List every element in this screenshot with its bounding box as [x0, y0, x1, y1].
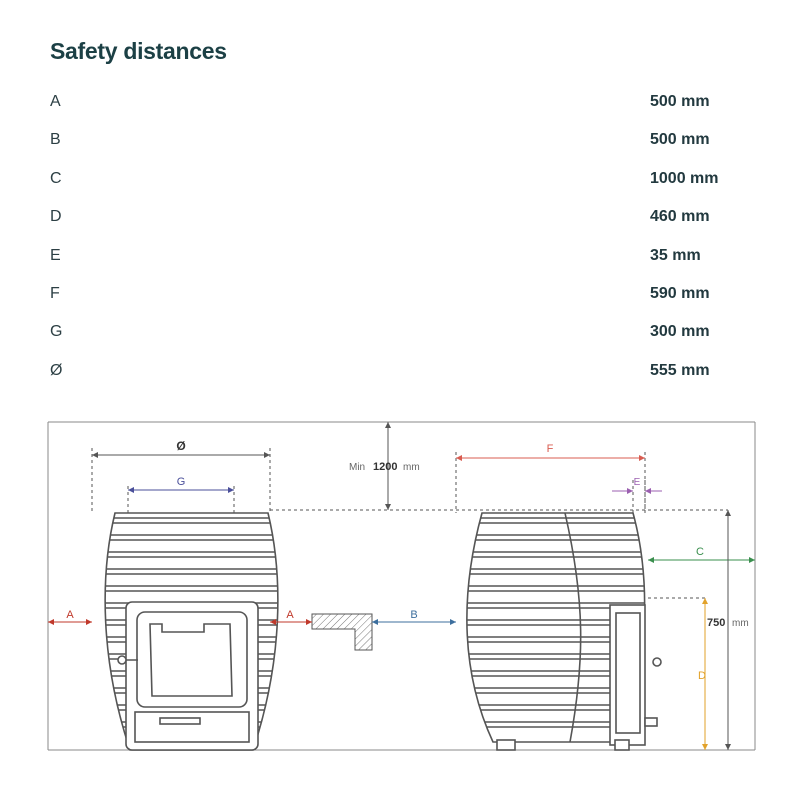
safety-distance-diagram [0, 400, 800, 800]
height-unit: mm [732, 618, 749, 629]
distance-table [50, 84, 750, 391]
distance-value: 35 mm [650, 246, 701, 264]
min-height-value: 1200 [373, 461, 398, 473]
distance-label: G [50, 323, 63, 341]
distance-value: 500 mm [650, 93, 710, 110]
dim-label-diameter: Ø [176, 439, 186, 453]
distance-label: F [50, 284, 60, 302]
distance-label: C [50, 169, 62, 187]
wall-section [312, 614, 372, 650]
dim-label-e: E [633, 477, 641, 488]
distance-label: A [50, 93, 61, 110]
page-title: Safety distances [50, 38, 227, 64]
dim-label-f: F [546, 443, 554, 455]
min-height-prefix: Min [349, 462, 366, 473]
dim-label-a-right: A [286, 609, 294, 621]
distance-value: 590 mm [650, 284, 710, 302]
distance-label: B [50, 131, 61, 149]
distance-row-diameter [50, 353, 750, 391]
dim-label-c: C [696, 546, 704, 558]
distance-row-d [50, 199, 750, 237]
front-stove [90, 513, 290, 750]
distance-value: 1000 mm [650, 169, 719, 187]
distance-value: 555 mm [650, 361, 710, 379]
distance-label: E [50, 246, 61, 264]
dim-label-g: G [176, 476, 186, 488]
distance-value: 500 mm [650, 131, 710, 149]
distance-row-a [50, 84, 750, 122]
distance-row-g [50, 314, 750, 352]
distance-row-e [50, 238, 750, 276]
distance-row-c [50, 161, 750, 199]
distance-value: 460 mm [650, 208, 710, 226]
distance-row-b [50, 122, 750, 160]
distance-value: 300 mm [650, 323, 710, 341]
dim-label-d: D [698, 670, 706, 682]
distance-label: D [50, 208, 62, 226]
dim-label-b: B [410, 609, 418, 621]
distance-label: Ø [50, 361, 63, 379]
side-stove [455, 513, 661, 750]
distance-row-f [50, 276, 750, 314]
height-value: 750 [707, 617, 726, 629]
min-height-unit: mm [403, 462, 420, 473]
dim-label-a-left: A [66, 609, 74, 621]
